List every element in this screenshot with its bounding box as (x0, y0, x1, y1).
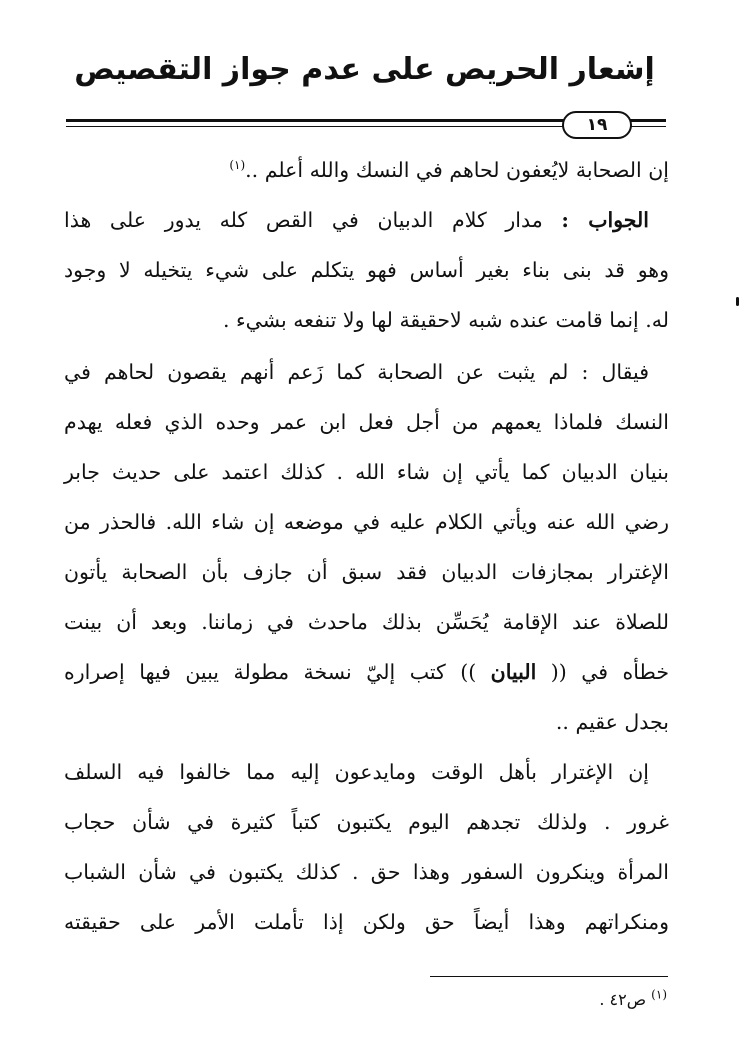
text-line-9: الإغترار بمجازفات الدبيان فقد سبق أن جازف بأن الصحابة يأتون (64, 560, 669, 584)
text-line-8: رضي الله عنه ويأتي الكلام عليه في موضعه إن شاء الله. فالحذر من (64, 510, 669, 534)
body-text (64, 0, 669, 1059)
footnote-marker: (١) (651, 987, 667, 1002)
text-line-15: المرأة وينكرون السفور وهذا حق . كذلك يكتبون في شأن الشباب (64, 860, 669, 884)
text-line-2: الجواب : مدار كلام الدبيان في القص كله يدور على هذا (64, 208, 649, 232)
text-line-11: خطأه في (( البيان )) كتب إليّ نسخة مطولة يبين فيها إصراره (64, 660, 670, 684)
book-title-bayan: البيان (490, 660, 537, 684)
text-line-12: بجدل عقيم .. (555, 710, 669, 734)
footnote-separator (430, 976, 668, 977)
text-line-13: إن الإغترار بأهل الوقت ومايدعون إليه مما خالفوا فيه السلف (64, 760, 649, 784)
text-line-5: فيقال : لم يثبت عن الصحابة كما زَعم أنهم يقصون لحاهم في (64, 360, 649, 384)
footnote-ref: (١) (229, 158, 246, 173)
text-line-10: للصلاة عند الإقامة يُحَسِّن بذلك ماحدث في زماننا. وبعد أن بينت (64, 610, 669, 634)
text-line-16: ومنكراتهم وهذا أيضاً حق ولكن إذا تأملت الأمر على حقيقته (64, 910, 669, 934)
text-line-7: بنيان الدبيان كما يأتي إن شاء الله . كذلك اعتمد على حديث جابر (64, 460, 669, 484)
text-line-6: النسك فلماذا يعمهم من أجل فعل ابن عمر وحده الذي فعله يهدم (64, 410, 669, 434)
text-line-1: إن الصحابة لايُعفون لحاهم في النسك والله أعلم ..$^{(١)}$ (229, 158, 669, 182)
page-number: ١٩ (562, 111, 632, 139)
text-line-14: غرور . ولذلك تجدهم اليوم يكتبون كتباً كثيرة في شأن حجاب (64, 810, 669, 834)
footnote-1: $^{(١)}$ ص٤٢ . (599, 987, 667, 1009)
running-title: إشعار الحريص على عدم جواز التقصيص (74, 52, 655, 87)
text-line-4: له. إنما قامت عنده شبه لاحقيقة لها ولا تنفعه بشيء . (222, 308, 669, 332)
text-line-3: وهو قد بنى بناء بغير أساس فهو يتكلم على شيء يتخيله لا وجود (64, 258, 669, 282)
answer-label: الجواب : (561, 208, 649, 232)
margin-mark (736, 297, 739, 306)
